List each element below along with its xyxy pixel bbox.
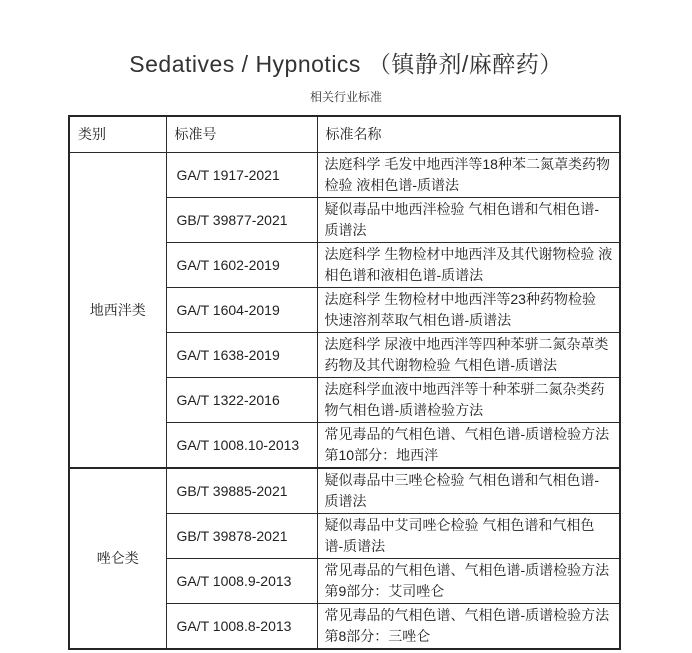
standard-no-cell: GA/T 1322-2016 — [166, 377, 317, 422]
standard-name-cell: 疑似毒品中三唑仑检验 气相色谱和气相色谱-质谱法 — [317, 468, 620, 514]
standard-name-cell: 法庭科学 尿液中地西泮等四种苯骈二氮杂䓬类药物及其代谢物检验 气相色谱-质谱法 — [317, 332, 620, 377]
standard-no-cell: GA/T 1638-2019 — [166, 332, 317, 377]
table-row — [69, 152, 620, 197]
header-standard-no: 标准号 — [166, 116, 317, 152]
standard-name-cell: 法庭科学 毛发中地西泮等18种苯二氮䓬类药物检验 液相色谱-质谱法 — [317, 152, 620, 197]
standard-no-cell: GB/T 39878-2021 — [166, 513, 317, 558]
standard-name-cell: 法庭科学血液中地西泮等十种苯骈二氮杂类药物气相色谱-质谱检验方法 — [317, 377, 620, 422]
standard-no-cell: GB/T 39877-2021 — [166, 197, 317, 242]
standard-name-cell: 法庭科学 生物检材中地西泮及其代谢物检验 液相色谱和液相色谱-质谱法 — [317, 242, 620, 287]
page-title: Sedatives / Hypnotics （镇静剂/麻醉药） — [129, 51, 563, 77]
standard-name-cell: 常见毒品的气相色谱、气相色谱-质谱检验方法 第9部分：艾司唑仑 — [317, 558, 620, 603]
standard-name-cell: 常见毒品的气相色谱、气相色谱-质谱检验方法 第8部分：三唑仑 — [317, 603, 620, 649]
standard-no-cell: GB/T 39885-2021 — [166, 468, 317, 514]
standard-no-cell: GA/T 1917-2021 — [166, 152, 317, 197]
category-cell: 唑仑类 — [69, 468, 166, 649]
standard-name-cell: 疑似毒品中艾司唑仑检验 气相色谱和气相色谱-质谱法 — [317, 513, 620, 558]
standard-no-cell: GA/T 1604-2019 — [166, 287, 317, 332]
standard-name-cell: 法庭科学 生物检材中地西泮等23种药物检验 快速溶剂萃取气相色谱-质谱法 — [317, 287, 620, 332]
category-cell: 地西泮类 — [69, 152, 166, 468]
standard-name-cell: 常见毒品的气相色谱、气相色谱-质谱检验方法 第10部分：地西泮 — [317, 422, 620, 468]
header-standard-name: 标准名称 — [317, 116, 620, 152]
standard-no-cell: GA/T 1008.10-2013 — [166, 422, 317, 468]
standards-table — [68, 115, 621, 650]
header-row — [69, 116, 620, 152]
table-row — [69, 468, 620, 514]
standard-no-cell: GA/T 1008.9-2013 — [166, 558, 317, 603]
standard-no-cell: GA/T 1602-2019 — [166, 242, 317, 287]
standard-name-cell: 疑似毒品中地西泮检验 气相色谱和气相色谱-质谱法 — [317, 197, 620, 242]
header-category: 类别 — [69, 116, 166, 152]
page-subtitle: 相关行业标准 — [309, 90, 382, 104]
standard-no-cell: GA/T 1008.8-2013 — [166, 603, 317, 649]
